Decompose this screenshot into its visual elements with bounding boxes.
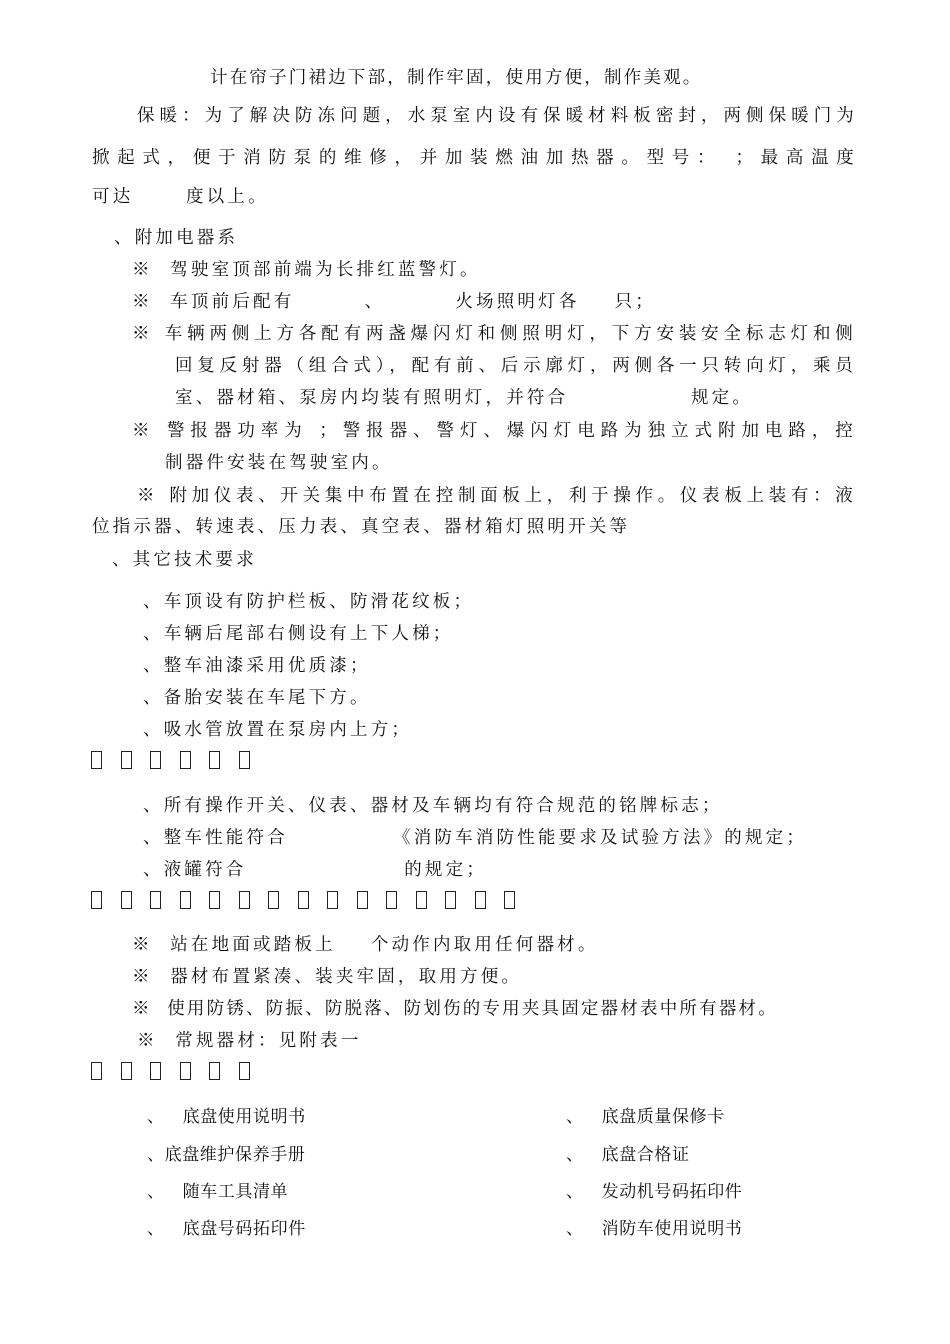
- missing-glyph-box: [327, 891, 338, 909]
- missing-glyph-box: [386, 891, 397, 909]
- missing-glyph-heading: [91, 891, 534, 909]
- missing-glyph-box: [209, 751, 220, 769]
- doc-item: 、 发动机号码拓印件: [566, 1182, 743, 1202]
- list-item: 、整车油漆采用优质漆；: [143, 656, 371, 676]
- list-item: ※ 使用防锈、防振、防脱落、防划伤的专用夹具固定器材表中所有器材。: [132, 999, 778, 1019]
- missing-glyph-heading: [91, 1062, 268, 1080]
- doc-item: 、 底盘使用说明书: [147, 1107, 306, 1127]
- missing-glyph-box: [504, 891, 515, 909]
- missing-glyph-box: [121, 1062, 132, 1080]
- missing-glyph-box: [91, 751, 102, 769]
- missing-glyph-box: [445, 891, 456, 909]
- doc-item: 、 随车工具清单: [147, 1182, 289, 1202]
- list-item: 、所有操作开关、仪表、器材及车辆均有符合规范的铭牌标志；: [143, 796, 723, 816]
- missing-glyph-box: [91, 1062, 102, 1080]
- list-item: 回复反射器（组合式），配有前、后示廓灯，两侧各一只转向灯，乘员: [175, 356, 856, 376]
- doc-item: 、 底盘合格证: [566, 1145, 690, 1165]
- missing-glyph-box: [239, 751, 250, 769]
- missing-glyph-box: [268, 891, 279, 909]
- missing-glyph-box: [180, 891, 191, 909]
- missing-glyph-box: [475, 891, 486, 909]
- missing-glyph-heading: [91, 751, 268, 769]
- list-item: ※ 车顶前后配有 、 火场照明灯各 只；: [132, 292, 656, 312]
- missing-glyph-box: [121, 751, 132, 769]
- doc-item: 、 底盘质量保修卡: [566, 1107, 725, 1127]
- list-item: 位指示器、转速表、压力表、真空表、器材箱灯照明开关等: [92, 517, 631, 537]
- list-item: 、整车性能符合 《消防车消防性能要求及试验方法》的规定；: [143, 828, 808, 848]
- list-item: ※ 站在地面或踏板上 个动作内取用任何器材。: [132, 935, 599, 955]
- paragraph-line: 保暖：为了解决防冻问题，水泵室内设有保暖材料板密封，两侧保暖门为: [137, 106, 857, 126]
- missing-glyph-box: [91, 891, 102, 909]
- list-item: ※ 警报器功率为 ；警报器、警灯、爆闪灯电路为独立式附加电路，控: [132, 421, 856, 441]
- missing-glyph-box: [357, 891, 368, 909]
- missing-glyph-box: [121, 891, 132, 909]
- list-item: 、液罐符合 的规定；: [143, 860, 488, 880]
- list-item: 制器件安装在驾驶室内。: [165, 453, 393, 473]
- list-item: 、备胎安装在车尾下方。: [143, 688, 371, 708]
- list-item: ※ 附加仪表、开关集中布置在控制面板上，利于操作。仪表板上装有：液: [137, 486, 856, 506]
- missing-glyph-box: [180, 1062, 191, 1080]
- paragraph-line: 计在帘子门裙边下部，制作牢固，使用方便，制作美观。: [210, 68, 703, 88]
- paragraph-line: 可达 度以上。: [92, 187, 269, 207]
- missing-glyph-box: [150, 1062, 161, 1080]
- missing-glyph-box: [150, 751, 161, 769]
- list-item: ※ 驾驶室顶部前端为长排红蓝警灯。: [132, 260, 481, 280]
- doc-item: 、 底盘号码拓印件: [147, 1219, 306, 1239]
- list-item: 、车辆后尾部右侧设有上下人梯；: [143, 624, 454, 644]
- list-item: ※ 车辆两侧上方各配有两盏爆闪灯和侧照明灯，下方安装安全标志灯和侧: [132, 324, 856, 344]
- doc-item: 、 消防车使用说明书: [566, 1219, 743, 1239]
- doc-item: 、底盘维护保养手册: [147, 1145, 306, 1165]
- missing-glyph-box: [209, 891, 220, 909]
- missing-glyph-box: [239, 1062, 250, 1080]
- missing-glyph-box: [180, 751, 191, 769]
- missing-glyph-box: [150, 891, 161, 909]
- section-heading: 、附加电器系: [114, 228, 239, 248]
- missing-glyph-box: [239, 891, 250, 909]
- list-item: ※ 器材布置紧凑、装夹牢固，取用方便。: [132, 967, 523, 987]
- section-heading: 、其它技术要求: [112, 550, 257, 570]
- list-item: ※ 常规器材：见附表一: [137, 1031, 362, 1051]
- missing-glyph-box: [298, 891, 309, 909]
- list-item: 、吸水管放置在泵房内上方；: [143, 720, 413, 740]
- missing-glyph-box: [209, 1062, 220, 1080]
- missing-glyph-box: [416, 891, 427, 909]
- paragraph-line: 掀起式，便于消防泵的维修，并加装燃油加热器。型号： ；最高温度: [92, 148, 857, 168]
- list-item: 室、器材箱、泵房内均装有照明灯，并符合 规定。: [175, 388, 754, 408]
- list-item: 、车顶设有防护栏板、防滑花纹板；: [143, 592, 475, 612]
